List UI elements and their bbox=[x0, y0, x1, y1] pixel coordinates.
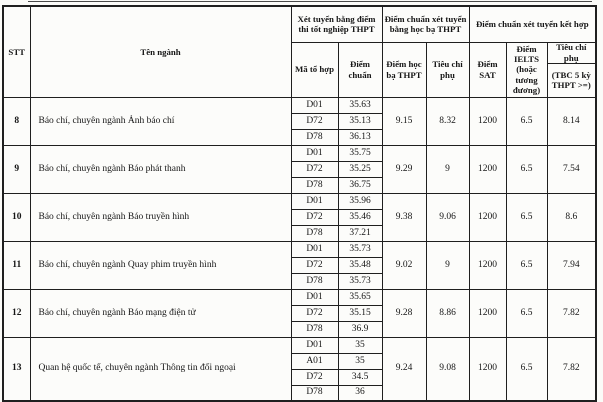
stt-cell: 10 bbox=[3, 193, 30, 241]
ielts-score-cell: 6.5 bbox=[506, 97, 547, 145]
data-row bbox=[3, 289, 596, 305]
major-name-cell: Báo chí, chuyên ngành Báo mạng điện tử bbox=[30, 289, 291, 337]
header-transcript-score: Điểm học bạ THPT bbox=[382, 42, 426, 97]
combo-code-cell: D72 bbox=[291, 369, 338, 385]
combo-score-cell: 35.73 bbox=[338, 273, 382, 289]
header-ielts-score: Điểm IELTS (hoặc tương đương) bbox=[506, 42, 547, 97]
transcript-score-cell: 9.02 bbox=[382, 241, 426, 289]
major-name-cell: Báo chí, chuyên ngành Quay phim truyền hình bbox=[30, 241, 291, 289]
major-name-cell: Quan hệ quốc tế, chuyên ngành Thông tin đối ngoại bbox=[30, 337, 291, 401]
transcript-score-cell: 9.15 bbox=[382, 97, 426, 145]
secondary-criteria-cell: 8.32 bbox=[426, 97, 469, 145]
combo-score-cell: 36.13 bbox=[338, 129, 382, 145]
sat-score-cell: 1200 bbox=[469, 193, 506, 241]
combo-code-cell: D72 bbox=[291, 257, 338, 273]
header-row-groups bbox=[3, 6, 596, 42]
tbc-criteria-cell: 8.6 bbox=[547, 193, 596, 241]
combo-code-cell: D01 bbox=[291, 97, 338, 113]
combo-code-cell: D78 bbox=[291, 129, 338, 145]
combo-code-cell: D72 bbox=[291, 305, 338, 321]
sat-score-cell: 1200 bbox=[469, 337, 506, 401]
combo-score-cell: 37.21 bbox=[338, 225, 382, 241]
ielts-score-cell: 6.5 bbox=[506, 193, 547, 241]
major-name-cell: Báo chí, chuyên ngành Ảnh báo chí bbox=[30, 97, 291, 145]
tbc-criteria-cell: 8.14 bbox=[547, 97, 596, 145]
header-exam-score: Điểm chuẩn bbox=[338, 42, 382, 97]
combo-score-cell: 34.5 bbox=[338, 369, 382, 385]
transcript-score-cell: 9.38 bbox=[382, 193, 426, 241]
combo-code-cell: D72 bbox=[291, 161, 338, 177]
sat-score-cell: 1200 bbox=[469, 289, 506, 337]
ielts-score-cell: 6.5 bbox=[506, 241, 547, 289]
combo-score-cell: 35.25 bbox=[338, 161, 382, 177]
data-row bbox=[3, 97, 596, 113]
combo-score-cell: 36.9 bbox=[338, 321, 382, 337]
combo-code-cell: D01 bbox=[291, 289, 338, 305]
ielts-score-cell: 6.5 bbox=[506, 145, 547, 193]
header-combined-secondary bbox=[547, 42, 596, 97]
stt-cell: 11 bbox=[3, 241, 30, 289]
data-row bbox=[3, 193, 596, 209]
sat-score-cell: 1200 bbox=[469, 97, 506, 145]
combo-score-cell: 36.75 bbox=[338, 177, 382, 193]
data-row bbox=[3, 241, 596, 257]
cropped-row-border-line bbox=[28, 1, 592, 2]
combo-score-cell: 35.73 bbox=[338, 241, 382, 257]
combo-code-cell: D72 bbox=[291, 113, 338, 129]
major-name-cell: Báo chí, chuyên ngành Báo truyền hình bbox=[30, 193, 291, 241]
combo-score-cell: 35.46 bbox=[338, 209, 382, 225]
ielts-score-cell: 6.5 bbox=[506, 337, 547, 401]
combo-score-cell: 35.65 bbox=[338, 289, 382, 305]
header-group-exam: Xét tuyển bằng điểm thi tốt nghiệp THPT bbox=[291, 6, 382, 42]
transcript-score-cell: 9.29 bbox=[382, 145, 426, 193]
header-stt: STT bbox=[3, 6, 30, 97]
combo-score-cell: 35 bbox=[338, 353, 382, 369]
tbc-criteria-cell: 7.54 bbox=[547, 145, 596, 193]
combo-code-cell: D78 bbox=[291, 177, 338, 193]
data-row bbox=[3, 337, 596, 353]
header-transcript-secondary: Tiêu chí phụ bbox=[426, 42, 469, 97]
sat-score-cell: 1200 bbox=[469, 241, 506, 289]
combo-score-cell: 35.48 bbox=[338, 257, 382, 273]
combo-score-cell: 35.13 bbox=[338, 113, 382, 129]
header-group-combined: Điểm chuẩn xét tuyển kết hợp bbox=[469, 6, 596, 42]
stt-cell: 12 bbox=[3, 289, 30, 337]
tbc-criteria-cell: 7.82 bbox=[547, 289, 596, 337]
major-name-cell: Báo chí, chuyên ngành Báo phát thanh bbox=[30, 145, 291, 193]
combo-code-cell: D01 bbox=[291, 193, 338, 209]
stt-cell: 8 bbox=[3, 97, 30, 145]
secondary-criteria-cell: 9 bbox=[426, 241, 469, 289]
data-row bbox=[3, 145, 596, 161]
combo-score-cell: 36 bbox=[338, 385, 382, 401]
admission-score-table bbox=[2, 5, 597, 402]
header-major-name: Tên ngành bbox=[30, 6, 291, 97]
combo-score-cell: 35.96 bbox=[338, 193, 382, 209]
combo-code-cell: D78 bbox=[291, 225, 338, 241]
combo-score-cell: 35.63 bbox=[338, 97, 382, 113]
combo-code-cell: D78 bbox=[291, 321, 338, 337]
combo-code-cell: D78 bbox=[291, 273, 338, 289]
secondary-criteria-cell: 9.08 bbox=[426, 337, 469, 401]
sat-score-cell: 1200 bbox=[469, 145, 506, 193]
secondary-criteria-cell: 9.06 bbox=[426, 193, 469, 241]
combo-code-cell: D01 bbox=[291, 337, 338, 353]
combo-score-cell: 35.75 bbox=[338, 145, 382, 161]
secondary-criteria-cell: 9 bbox=[426, 145, 469, 193]
secondary-criteria-cell: 8.86 bbox=[426, 289, 469, 337]
header-combo-code: Mã tổ hợp bbox=[291, 42, 338, 97]
combo-code-cell: D78 bbox=[291, 385, 338, 401]
combo-score-cell: 35.15 bbox=[338, 305, 382, 321]
tbc-criteria-cell: 7.82 bbox=[547, 337, 596, 401]
combo-code-cell: D01 bbox=[291, 145, 338, 161]
header-combined-secondary-note: (TBC 5 kỳ THPT >=) bbox=[551, 69, 591, 90]
tbc-criteria-cell: 7.94 bbox=[547, 241, 596, 289]
combo-code-cell: D01 bbox=[291, 241, 338, 257]
stt-cell: 13 bbox=[3, 337, 30, 401]
transcript-score-cell: 9.24 bbox=[382, 337, 426, 401]
ielts-score-cell: 6.5 bbox=[506, 289, 547, 337]
stt-cell: 9 bbox=[3, 145, 30, 193]
header-sat-score: Điểm SAT bbox=[469, 42, 506, 97]
combo-code-cell: A01 bbox=[291, 353, 338, 369]
transcript-score-cell: 9.28 bbox=[382, 289, 426, 337]
header-group-transcript: Điểm chuẩn xét tuyển bằng học bạ THPT bbox=[382, 6, 469, 42]
combo-code-cell: D72 bbox=[291, 209, 338, 225]
header-combined-secondary-label: Tiêu chí phụ bbox=[548, 43, 596, 64]
combo-score-cell: 35 bbox=[338, 337, 382, 353]
